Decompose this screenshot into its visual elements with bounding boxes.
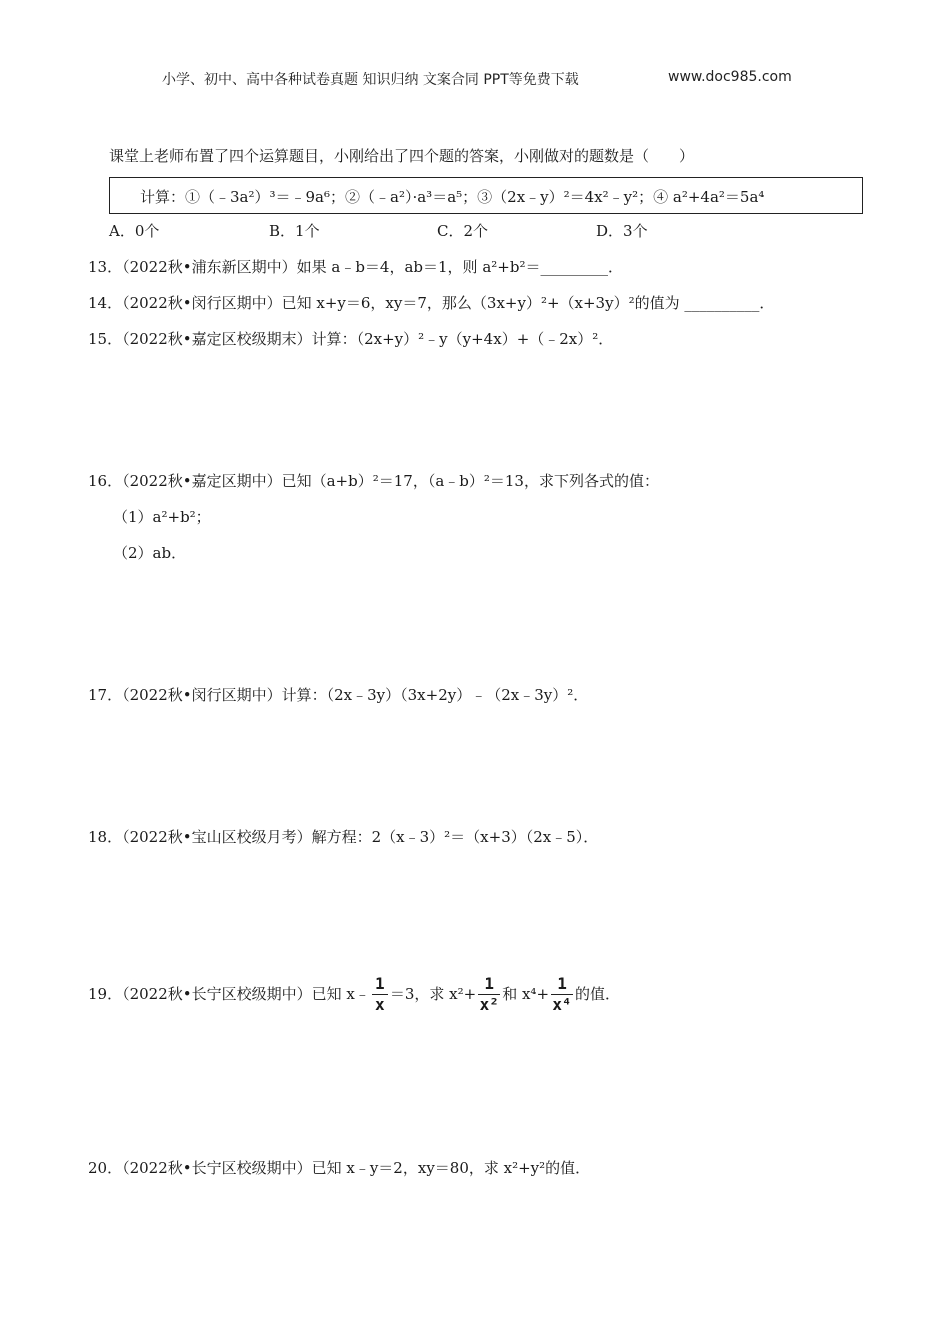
q12-box-text: 计算：①（﹣3a²）³＝﹣9a⁶；②（﹣a²）·a³＝a⁵；③（2x﹣y）²＝4x²﹣y²；④ a²+4a²＝5a⁴ <box>140 188 765 206</box>
q12-option-d: D．3个 <box>596 222 648 240</box>
question-14: 14．（2022秋•闵行区期中）已知 x+y＝6，xy＝7，那么（3x+y）²+（x+3y）²的值为 __________． <box>88 294 775 312</box>
q12-option-c: C．2个 <box>437 222 489 240</box>
header-url[interactable]: www.doc985.com <box>668 69 792 85</box>
question-16-sub2: （2）ab． <box>113 544 187 562</box>
q19-frac1-den: x <box>375 994 385 1014</box>
q12-box <box>109 177 863 214</box>
question-19 <box>88 964 620 1024</box>
question-17: 17．（2022秋•闵行区期中）计算：（2x﹣3y）（3x+2y）﹣（2x﹣3y）²． <box>88 686 589 704</box>
question-16-stem: 16．（2022秋•嘉定区期中）已知（a+b）²＝17，（a﹣b）²＝13，求下列各式的值： <box>88 472 659 490</box>
q12-stem: 课堂上老师布置了四个运算题目，小刚给出了四个题的答案，小刚做对的题数是（ ） <box>109 147 695 165</box>
q19-suffix: 的值． <box>575 985 621 1003</box>
q19-frac2-den: x² <box>479 994 499 1014</box>
question-16-sub1: （1）a²+b²； <box>113 508 211 526</box>
q19-fraction-2 <box>478 975 500 1014</box>
q19-frac1-num: 1 <box>375 973 385 993</box>
question-13: 13．（2022秋•浦东新区期中）如果 a﹣b＝4，ab＝1，则 a²+b²＝_________． <box>88 258 623 276</box>
q19-mid1: ＝3，求 x²+ <box>389 985 477 1003</box>
header-left: 小学、初中、高中各种试卷真题 知识归纳 文案合同 PPT等免费下载 <box>162 72 579 88</box>
q12-option-a: A．0个 <box>109 222 160 240</box>
q19-mid2: 和 x⁴+ <box>502 985 550 1003</box>
question-20: 20．（2022秋•长宁区校级期中）已知 x﹣y＝2，xy＝80，求 x²+y²的值． <box>88 1159 591 1177</box>
q19-fraction-3 <box>551 975 573 1014</box>
q19-frac3-den: x⁴ <box>552 994 572 1014</box>
question-18: 18．（2022秋•宝山区校级月考）解方程：2（x﹣3）²＝（x+3）（2x﹣5）． <box>88 828 599 846</box>
q19-frac3-num: 1 <box>557 973 567 993</box>
q12-option-b: B．1个 <box>269 222 320 240</box>
q19-prefix: 19．（2022秋•长宁区校级期中）已知 x﹣ <box>88 985 370 1003</box>
q19-fraction-1 <box>372 975 388 1014</box>
q19-frac2-num: 1 <box>484 973 495 993</box>
question-15: 15．（2022秋•嘉定区校级期末）计算：（2x+y）²﹣y（y+4x）+（﹣2x）²． <box>88 330 614 348</box>
